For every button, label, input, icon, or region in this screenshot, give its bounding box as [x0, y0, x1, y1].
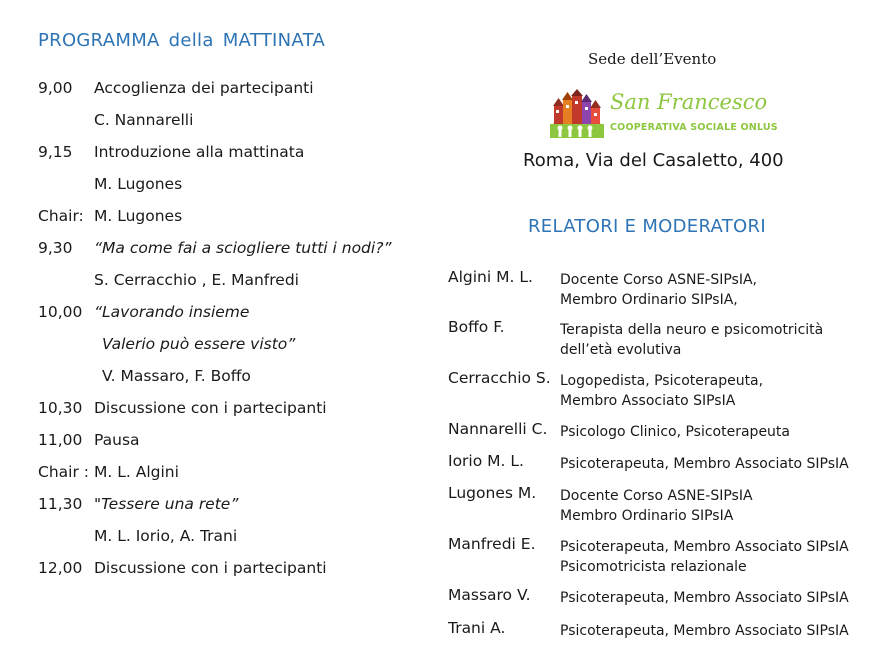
speaker-name: Boffo F.: [448, 318, 505, 336]
speaker-name: Massaro V.: [448, 586, 531, 604]
speaker-role: Membro Ordinario SIPsIA,: [560, 292, 738, 308]
program-time: 11,00: [38, 431, 83, 449]
program-title-word3: MATTINATA: [222, 30, 326, 51]
speakers-title: RELATORI E MODERATORI: [528, 216, 766, 237]
talk-title: “Ma come fai a sciogliere tutti i nodi?”: [94, 239, 392, 257]
program-row: [38, 138, 304, 166]
speaker-name: Trani A.: [448, 619, 506, 637]
program-row: [38, 74, 314, 102]
program-text: Accoglienza dei partecipanti: [94, 79, 314, 97]
speaker-name: Algini M. L.: [448, 268, 533, 286]
speaker-role: Terapista della neuro e psicomotricità: [560, 322, 824, 338]
program-row: [38, 554, 327, 582]
speaker-role: Psicologo Clinico, Psicoterapeuta: [560, 424, 791, 440]
program-time: 9,30: [38, 239, 73, 257]
talk-title: “Lavorando insieme: [94, 303, 250, 321]
program-time: 10,30: [38, 399, 83, 417]
program-title: [38, 30, 334, 51]
program-time: 9,00: [38, 79, 73, 97]
speaker-role: Psicoterapeuta, Membro Associato SIPsIA: [560, 590, 849, 606]
program-row: [38, 394, 327, 422]
program-text: M. L. Iorio, A. Trani: [94, 527, 238, 545]
speaker-name: Manfredi E.: [448, 535, 536, 553]
talk-title-cont: Valerio può essere visto”: [102, 335, 296, 353]
speaker-role: Membro Associato SIPsIA: [560, 393, 736, 409]
speaker-name: Lugones M.: [448, 484, 537, 502]
program-row: [38, 522, 237, 550]
venue-label: Sede dell’Evento: [588, 50, 717, 68]
logo: [548, 88, 778, 144]
chair-name: M. L. Algini: [94, 463, 179, 481]
chair-name: M. Lugones: [94, 207, 183, 225]
talk-title: "Tessere una rete”: [94, 495, 239, 513]
program-row: [38, 490, 238, 518]
speaker-role: Psicoterapeuta, Membro Associato SIPsIA: [560, 456, 849, 472]
program-text: V. Massaro, F. Boffo: [102, 367, 251, 385]
program-text: Introduzione alla mattinata: [94, 143, 305, 161]
chair-label: Chair :: [38, 463, 89, 481]
program-time: 12,00: [38, 559, 83, 577]
program-title-word1: PROGRAMMA: [38, 30, 160, 51]
logo-name: San Francesco: [610, 90, 768, 114]
program-text: Discussione con i partecipanti: [94, 399, 327, 417]
program-row: [38, 170, 182, 198]
speaker-role: Logopedista, Psicoterapeuta,: [560, 373, 764, 389]
speaker-role: dell’età evolutiva: [560, 342, 682, 358]
program-time: 10,00: [38, 303, 83, 321]
speaker-role: Membro Ordinario SIPsIA: [560, 508, 734, 524]
venue-address: Roma, Via del Casaletto, 400: [523, 150, 784, 171]
chair-row: [38, 458, 179, 486]
speaker-name: Iorio M. L.: [448, 452, 524, 470]
speaker-name: Cerracchio S.: [448, 369, 551, 387]
speaker-role: Docente Corso ASNE-SIPsIA: [560, 488, 753, 504]
speaker-role: Psicoterapeuta, Membro Associato SIPsIA: [560, 623, 849, 639]
program-time: 11,30: [38, 495, 83, 513]
chair-row: [38, 202, 182, 230]
program-row: [38, 362, 251, 390]
speaker-name: Nannarelli C.: [448, 420, 548, 438]
program-text: C. Nannarelli: [94, 111, 194, 129]
program-row: [38, 426, 140, 454]
program-text: M. Lugones: [94, 175, 183, 193]
program-time: 9,15: [38, 143, 73, 161]
speaker-role: Psicomotricista relazionale: [560, 559, 747, 575]
program-title-word2: della: [168, 30, 214, 51]
logo-subtitle: COOPERATIVA SOCIALE ONLUS: [610, 122, 778, 133]
program-row: [38, 330, 295, 358]
program-text: S. Cerracchio , E. Manfredi: [94, 271, 299, 289]
program-row: [38, 106, 193, 134]
program-row: [38, 234, 391, 262]
speaker-role: Docente Corso ASNE-SIPsIA,: [560, 272, 757, 288]
houses-logo-icon: [548, 88, 606, 144]
program-text: Pausa: [94, 431, 140, 449]
chair-label: Chair:: [38, 207, 84, 225]
program-text: Discussione con i partecipanti: [94, 559, 327, 577]
program-row: [38, 298, 249, 326]
program-row: [38, 266, 299, 294]
speaker-role: Psicoterapeuta, Membro Associato SIPsIA: [560, 539, 849, 555]
